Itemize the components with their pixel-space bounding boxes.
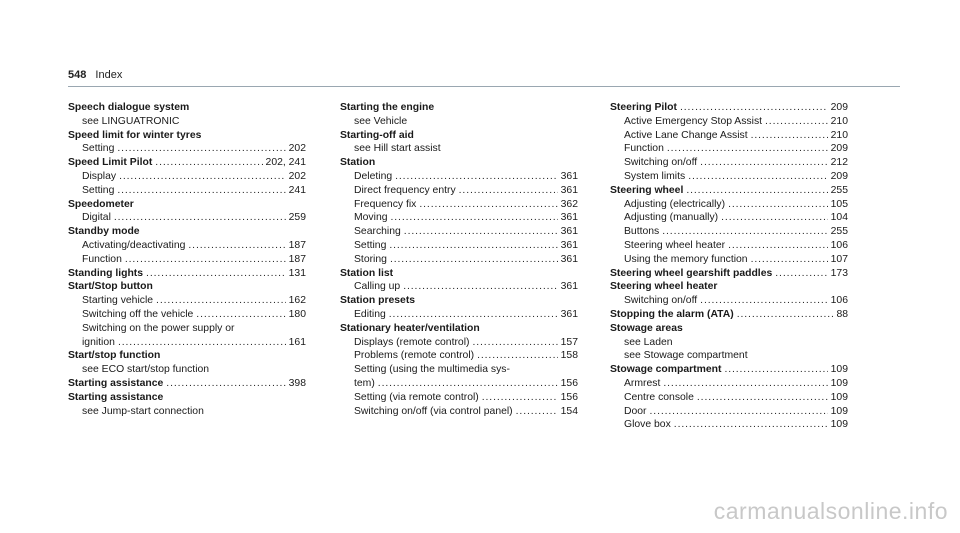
leader-dots [751, 129, 828, 143]
leader-dots [728, 198, 828, 212]
index-text: Steering wheel heater [610, 281, 718, 293]
index-term [340, 129, 578, 143]
page-reference[interactable]: 361 [560, 253, 578, 265]
index-text: Direct frequency entry [354, 184, 456, 196]
leader-dots [482, 391, 558, 405]
page-reference[interactable]: 106 [830, 239, 848, 251]
index-text: Stowage compartment [610, 364, 722, 376]
index-text: Steering Pilot [610, 102, 677, 113]
watermark: carmanualsonline.info [713, 498, 948, 524]
page-reference[interactable]: 88 [836, 308, 848, 320]
index-term [68, 267, 306, 281]
index-text: Start/stop function [68, 350, 161, 362]
index-text: Switching on/off (via control panel) [354, 405, 513, 417]
index-text: Switching on/off [624, 295, 698, 307]
page-reference[interactable]: 109 [830, 377, 848, 389]
page-reference[interactable]: 398 [288, 377, 306, 389]
index-entry [340, 280, 578, 294]
index-text: Starting assistance [68, 377, 164, 389]
index-entry [340, 225, 578, 239]
index-text: Function [82, 253, 122, 265]
leader-dots [188, 239, 285, 253]
index-entry [340, 253, 578, 267]
index-term [610, 280, 848, 294]
page-reference[interactable]: 109 [830, 405, 848, 417]
leader-dots [117, 142, 285, 156]
index-term [610, 308, 848, 322]
index-text: Stopping the alarm (ATA) [610, 308, 734, 320]
page-reference[interactable]: 109 [830, 419, 848, 431]
index-text: Speed limit for winter tyres [68, 129, 202, 141]
index-text: Speedometer [68, 198, 134, 210]
index-entry [340, 377, 578, 391]
leader-dots [125, 253, 286, 267]
index-term [68, 280, 306, 294]
index-entry [340, 211, 578, 225]
page-reference[interactable]: 158 [560, 350, 578, 362]
index-term [340, 156, 578, 170]
page-reference[interactable]: 154 [560, 405, 578, 417]
index-column-2 [340, 101, 578, 418]
index-column-1 [68, 101, 306, 418]
index-text: Standing lights [68, 267, 144, 279]
page-reference[interactable]: 156 [560, 377, 578, 389]
index-text: Setting (via remote control) [354, 391, 479, 403]
index-entry [68, 142, 306, 156]
index-entry [340, 308, 578, 322]
index-entry [610, 239, 848, 253]
index-entry [610, 377, 848, 391]
index-term [610, 267, 848, 281]
index-entry [610, 170, 848, 184]
index-text: Stowage areas [610, 322, 683, 334]
index-entry [68, 184, 306, 198]
page-reference[interactable]: 209 [830, 102, 848, 113]
index-term [68, 225, 306, 239]
index-text: Steering wheel gearshift paddles [610, 267, 773, 279]
page-reference[interactable]: 361 [560, 239, 578, 251]
index-entry [610, 225, 848, 239]
index-entry [610, 294, 848, 308]
index-text: Door [624, 405, 647, 417]
leader-dots [389, 308, 558, 322]
leader-dots [119, 170, 286, 184]
leader-dots [700, 294, 827, 308]
page-reference[interactable]: 361 [560, 170, 578, 182]
index-term [340, 101, 578, 115]
leader-dots [516, 405, 558, 419]
page-reference[interactable]: 361 [560, 281, 578, 293]
leader-dots [477, 349, 558, 363]
index-entry [610, 405, 848, 419]
page-reference[interactable]: 212 [830, 157, 848, 169]
leader-dots [737, 308, 834, 322]
index-text: Station presets [340, 295, 416, 307]
page-reference[interactable]: 107 [830, 253, 848, 265]
index-text: Start/Stop button [68, 281, 153, 293]
index-text: Active Lane Change Assist [624, 129, 748, 141]
index-entry [340, 391, 578, 405]
index-sub [68, 115, 306, 129]
index-entry [340, 405, 578, 419]
leader-dots [117, 184, 285, 198]
index-sub [68, 405, 306, 419]
leader-dots [662, 225, 827, 239]
leader-dots [403, 280, 557, 294]
leader-dots [378, 377, 558, 391]
page-reference[interactable]: 173 [830, 267, 848, 279]
index-text: Station [340, 157, 376, 169]
index-text: Setting [82, 143, 115, 155]
index-text: Adjusting (electrically) [624, 198, 726, 210]
index-entry [340, 239, 578, 253]
index-entry [610, 156, 848, 170]
index-term [68, 156, 306, 170]
page-title: Index [95, 69, 123, 81]
page-reference[interactable]: 161 [288, 336, 306, 348]
index-entry [68, 211, 306, 225]
page-reference[interactable]: 209 [830, 170, 848, 182]
index-text: Stationary heater/ventilation [340, 322, 480, 334]
index-term [68, 391, 306, 405]
index-text: Starting vehicle [82, 295, 154, 307]
index-term [68, 101, 306, 115]
leader-dots [686, 184, 827, 198]
index-text: Standby mode [68, 226, 140, 238]
leader-dots [118, 336, 286, 350]
index-text: Centre console [624, 391, 694, 403]
page-reference[interactable]: 209 [830, 143, 848, 155]
index-entry [340, 336, 578, 350]
page-reference[interactable]: 187 [288, 239, 306, 251]
index-text: Buttons [624, 226, 660, 238]
index-sub [610, 336, 848, 350]
page-header [68, 69, 122, 81]
header-divider [68, 86, 900, 87]
leader-dots [724, 363, 827, 377]
leader-dots [114, 211, 286, 225]
index-text: Adjusting (manually) [624, 212, 719, 224]
index-text: see Laden [624, 336, 673, 348]
index-text: Function [624, 143, 664, 155]
index-text: Frequency fix [354, 198, 417, 210]
index-text: Starting the engine [340, 102, 435, 113]
index-text: Starting-off aid [340, 129, 414, 141]
index-text: see Jump-start connection [82, 405, 204, 417]
index-text: Glove box [624, 419, 671, 431]
leader-dots [721, 211, 828, 225]
leader-dots [459, 184, 558, 198]
index-entry [610, 115, 848, 129]
index-text: Active Emergency Stop Assist [624, 115, 763, 127]
index-entry [68, 253, 306, 267]
index-text: Searching [354, 226, 401, 238]
leader-dots [155, 156, 262, 170]
index-text: ignition [82, 336, 115, 348]
index-text: Displays (remote control) [354, 336, 470, 348]
page-reference[interactable]: 202, 241 [265, 157, 306, 169]
index-text: see Stowage compartment [624, 350, 748, 362]
leader-dots [700, 156, 827, 170]
leader-dots [156, 294, 286, 308]
index-text: see ECO start/stop function [82, 364, 210, 376]
index-text: Using the memory function [624, 253, 748, 265]
leader-dots [775, 267, 827, 281]
index-entry [68, 294, 306, 308]
page-reference[interactable]: 131 [288, 267, 306, 279]
page-reference[interactable]: 109 [830, 391, 848, 403]
index-sub [610, 349, 848, 363]
index-term [610, 184, 848, 198]
index-text: Problems (remote control) [354, 350, 475, 362]
page-reference[interactable]: 361 [560, 212, 578, 224]
leader-dots [697, 391, 828, 405]
index-text: Moving [354, 212, 388, 224]
index-entry [610, 391, 848, 405]
index-text: Switching on the power supply or [82, 322, 235, 334]
index-entry [340, 170, 578, 184]
leader-dots [166, 377, 285, 391]
index-term [610, 322, 848, 336]
page-reference[interactable]: 361 [560, 184, 578, 196]
page-reference[interactable]: 202 [288, 143, 306, 155]
index-entry [610, 198, 848, 212]
page-reference[interactable]: 259 [288, 212, 306, 224]
index-term [610, 363, 848, 377]
index-term [68, 377, 306, 391]
index-text: Deleting [354, 170, 393, 182]
index-text: Digital [82, 212, 111, 224]
leader-dots [472, 336, 557, 350]
leader-dots [667, 142, 828, 156]
index-text: Steering wheel heater [624, 239, 726, 251]
index-text: Speed Limit Pilot [68, 157, 153, 169]
index-text: Display [82, 170, 117, 182]
page-reference[interactable]: 106 [830, 295, 848, 307]
page-reference[interactable]: 255 [830, 184, 848, 196]
index-term [340, 322, 578, 336]
page-reference[interactable]: 156 [560, 391, 578, 403]
page-reference[interactable]: 241 [288, 184, 306, 196]
leader-dots [391, 211, 558, 225]
index-term [610, 101, 848, 115]
index-sub [340, 142, 578, 156]
index-text: Editing [354, 308, 386, 320]
index-entry [610, 418, 848, 432]
index-text: Setting [82, 184, 115, 196]
page-number: 548 [68, 69, 87, 81]
leader-dots [395, 170, 558, 184]
index-term [68, 198, 306, 212]
index-term [340, 267, 578, 281]
index-text: Armrest [624, 377, 661, 389]
index-text: Switching on/off [624, 157, 698, 169]
leader-dots [390, 253, 558, 267]
index-text: Switching off the vehicle [82, 308, 194, 320]
page-reference[interactable]: 187 [288, 253, 306, 265]
leader-dots [663, 377, 827, 391]
index-term [340, 294, 578, 308]
leader-dots [688, 170, 827, 184]
index-entry [610, 253, 848, 267]
index-sub [68, 363, 306, 377]
page-reference[interactable]: 157 [560, 336, 578, 348]
leader-dots [389, 239, 557, 253]
page-reference[interactable]: 162 [288, 295, 306, 307]
index-entry [340, 184, 578, 198]
index-text: Storing [354, 253, 387, 265]
leader-dots [419, 198, 557, 212]
index-text: see LINGUATRONIC [82, 115, 180, 127]
page-reference[interactable]: 255 [830, 226, 848, 238]
leader-dots [196, 308, 285, 322]
index-text: Steering wheel [610, 184, 684, 196]
index-text: see Vehicle [354, 115, 408, 127]
index-column-3 [610, 101, 848, 432]
page-reference[interactable]: 104 [830, 212, 848, 224]
index-sub [340, 363, 578, 377]
index-entry [340, 349, 578, 363]
index-text: System limits [624, 170, 686, 182]
leader-dots [765, 115, 828, 129]
leader-dots [404, 225, 558, 239]
page-reference[interactable]: 362 [560, 198, 578, 210]
index-text: Station list [340, 267, 394, 279]
index-entry [68, 308, 306, 322]
index-text: Setting [354, 239, 387, 251]
index-text: tem) [354, 377, 375, 389]
leader-dots [146, 267, 286, 281]
page-reference[interactable]: 109 [830, 364, 848, 376]
index-text: Activating/deactivating [82, 239, 186, 251]
index-text: Calling up [354, 281, 401, 293]
page-reference[interactable]: 361 [560, 226, 578, 238]
page-reference[interactable]: 180 [288, 308, 306, 320]
index-text: see Hill start assist [354, 143, 441, 155]
index-entry [68, 336, 306, 350]
index-text: Starting assistance [68, 391, 164, 403]
index-entry [610, 211, 848, 225]
leader-dots [650, 405, 828, 419]
page-reference[interactable]: 361 [560, 308, 578, 320]
page-reference[interactable]: 210 [830, 115, 848, 127]
leader-dots [674, 418, 828, 432]
index-entry [610, 129, 848, 143]
index-entry [68, 170, 306, 184]
index-sub [340, 115, 578, 129]
leader-dots [680, 101, 828, 115]
index-entry [610, 142, 848, 156]
page-reference[interactable]: 210 [830, 129, 848, 141]
index-entry [68, 239, 306, 253]
index-text: Setting (using the multimedia sys- [354, 364, 510, 376]
index-text: Speech dialogue system [68, 102, 190, 113]
page-reference[interactable]: 202 [288, 170, 306, 182]
index-term [68, 129, 306, 143]
page-reference[interactable]: 105 [830, 198, 848, 210]
index-entry [340, 198, 578, 212]
leader-dots [751, 253, 828, 267]
leader-dots [728, 239, 828, 253]
index-term [68, 349, 306, 363]
index-sub [68, 322, 306, 336]
